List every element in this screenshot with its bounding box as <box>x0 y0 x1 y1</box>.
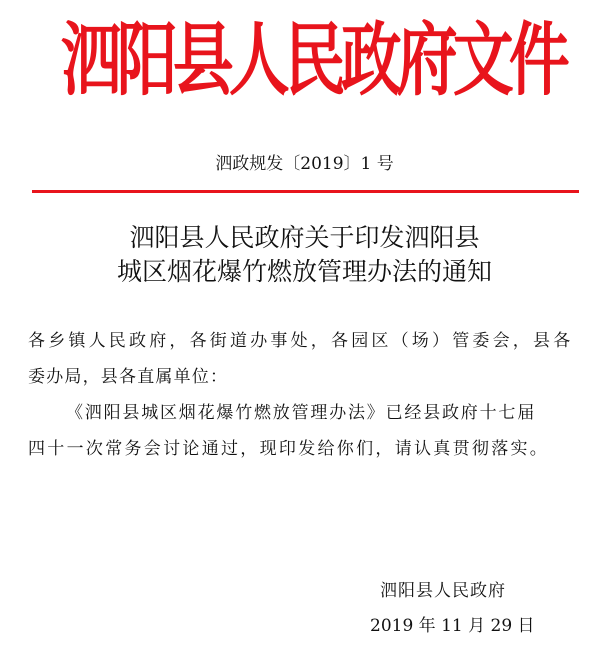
issue-date: 2019 年 11 月 29 日 <box>370 616 535 636</box>
addressee-line-2: 委办局，县各直属单位： <box>28 367 229 387</box>
document-number: 泗政规发〔2019〕1 号 <box>215 154 394 174</box>
document-title-line-2: 城区烟花爆竹燃放管理办法的通知 <box>116 257 492 286</box>
document-title-line-1: 泗阳县人民政府关于印发泗阳县 <box>129 223 480 252</box>
addressee-line-1: 各乡镇人民政府，各街道办事处，各园区（场）管委会，县各 <box>28 331 574 351</box>
body-paragraph-line-2: 四十一次常务会讨论通过，现印发给你们，请认真贯彻落实。 <box>28 439 550 459</box>
body-paragraph-line-1: 《泗阳县城区烟花爆竹燃放管理办法》已经县政府十七届 <box>66 403 536 423</box>
red-divider-line <box>32 190 579 193</box>
issuing-authority-signature: 泗阳县人民政府 <box>380 581 506 601</box>
document-masthead: 泗阳县人民政府文件 <box>60 12 565 107</box>
